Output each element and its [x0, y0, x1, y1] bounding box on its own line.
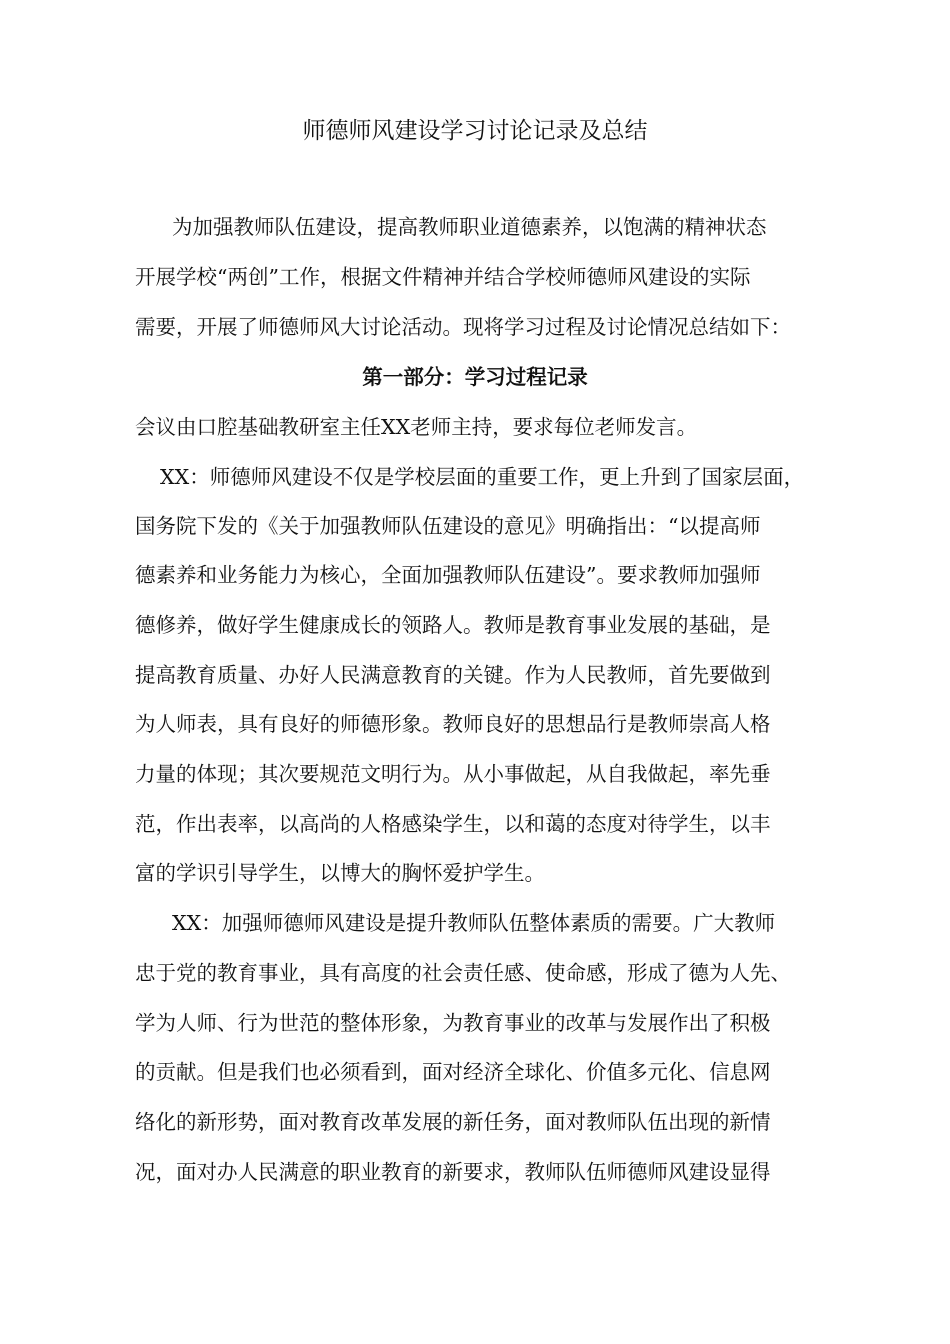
speech-line: 国务院下发的《关于加强教师队伍建设的意见》明确指出：“以提高师 — [135, 514, 761, 538]
intro-line: 需要，开展了师德师风大讨论活动。现将学习过程及讨论情况总结如下： — [135, 315, 791, 339]
speech-line: XX：加强师德师风建设是提升教师队伍整体素质的需要。广大教师 — [172, 911, 776, 935]
speech-line: 学为人师、行为世范的整体形象，为教育事业的改革与发展作出了积极 — [135, 1011, 771, 1035]
intro-line: 开展学校“两创”工作，根据文件精神并结合学校师德师风建设的实际 — [135, 265, 751, 289]
intro-line: 为加强教师队伍建设，提高教师职业道德素养，以饱满的精神状态 — [172, 215, 767, 239]
speech-line: 德修养，做好学生健康成长的领路人。教师是教育事业发展的基础，是 — [135, 613, 771, 637]
section-heading: 第一部分：学习过程记录 — [362, 365, 588, 389]
speech-line: XX：师德师风建设不仅是学校层面的重要工作，更上升到了国家层面， — [160, 465, 805, 489]
speech-line: 络化的新形势，面对教育改革发展的新任务，面对教师队伍出现的新情 — [135, 1110, 771, 1134]
speech-line: 德素养和业务能力为核心，全面加强教师队伍建设”。要求教师加强师 — [135, 563, 761, 587]
speech-line: 为人师表，具有良好的师德形象。教师良好的思想品行是教师崇高人格 — [135, 712, 771, 736]
speech-line: 提高教育质量、办好人民满意教育的关键。作为人民教师，首先要做到 — [135, 663, 771, 687]
speech-line: 范，作出表率，以高尚的人格感染学生，以和蔼的态度对待学生，以丰 — [135, 812, 771, 836]
speech-line: 力量的体现；其次要规范文明行为。从小事做起，从自我做起，率先垂 — [135, 762, 771, 786]
speech-line: 况，面对办人民满意的职业教育的新要求，教师队伍师德师风建设显得 — [135, 1160, 771, 1184]
document-title: 师德师风建设学习讨论记录及总结 — [302, 118, 648, 144]
meeting-line: 会议由口腔基础教研室主任XX老师主持，要求每位老师发言。 — [135, 415, 698, 439]
speech-line: 富的学识引导学生，以博大的胸怀爱护学生。 — [135, 861, 545, 885]
speech-line: 忠于党的教育事业，具有高度的社会责任感、使命感，形成了德为人先、 — [135, 961, 791, 985]
speech-line: 的贡献。但是我们也必须看到，面对经济全球化、价值多元化、信息网 — [135, 1060, 771, 1084]
